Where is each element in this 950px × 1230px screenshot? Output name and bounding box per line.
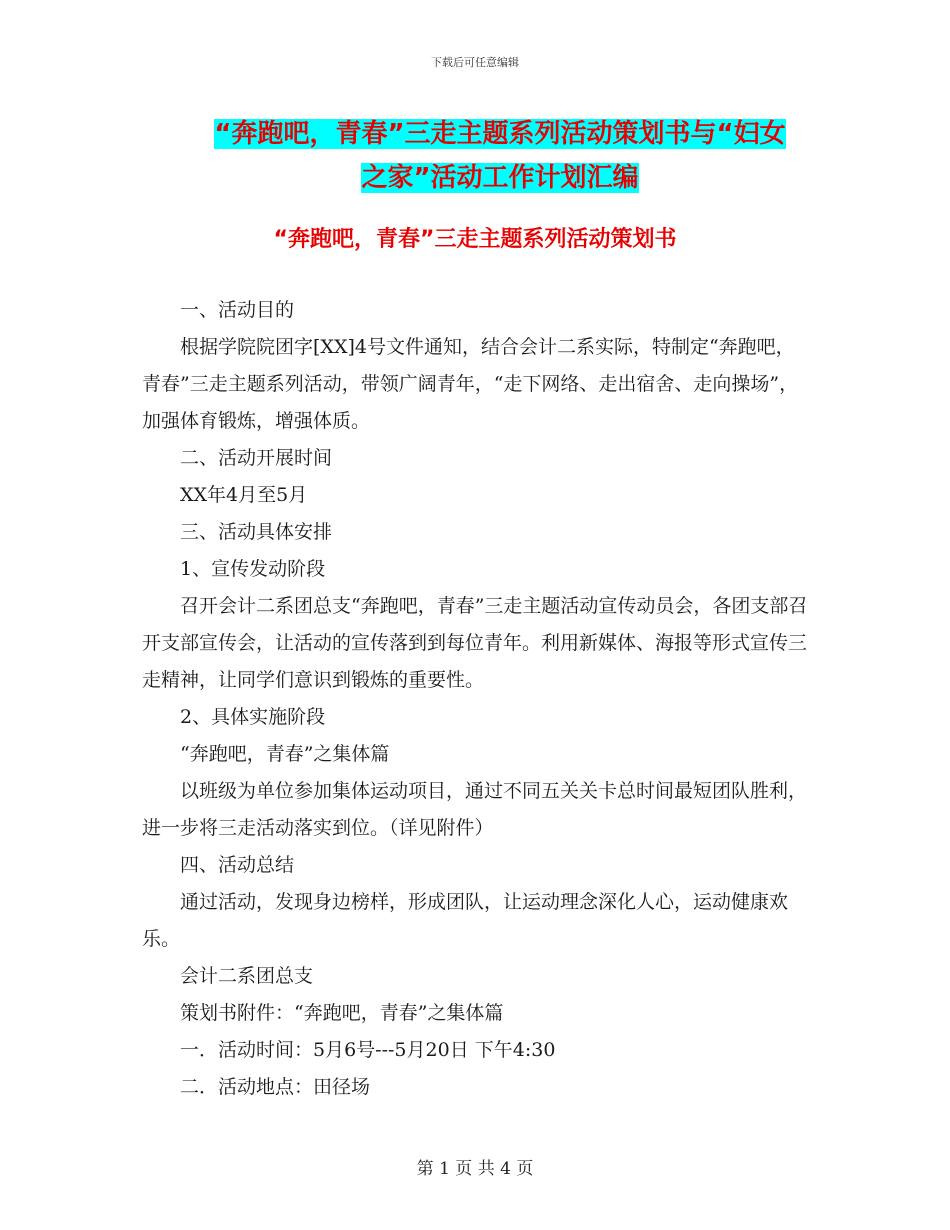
paragraph-attachment-location: 二．活动地点：田径场: [180, 1076, 371, 1098]
paragraph-purpose: 根据学院院团字[XX]4号文件通知，结合会计二系实际，特制定“奔跑吧，青春”三走主题系列活动，带领广阔青年，“走下网络、走出宿舍、走向操场”，加强体育锻炼，增强体质。: [142, 336, 799, 432]
document-title-line-1: “奔跑吧，青春”三走主题系列活动策划书与“妇女: [214, 119, 786, 149]
page-header-note: 下载后可任意编辑: [431, 56, 519, 69]
heading-activity-arrangement: 三、活动具体安排: [180, 521, 333, 543]
heading-activity-summary: 四、活动总结: [180, 854, 295, 876]
page-number: 第 1 页 共 4 页: [416, 1159, 534, 1179]
heading-activity-purpose: 一、活动目的: [180, 299, 295, 321]
paragraph-promotion: 召开会计二系团总支“奔跑吧，青春”三走主题活动宣传动员会，各团支部召开支部宣传会，让活动的宣传落到到每位青年。利用新媒体、海报等形式宣传三走精神，让同学们意识到锻炼的重要性。: [142, 595, 808, 691]
paragraph-collective: 以班级为单位参加集体运动项目，通过不同五关关卡总时间最短团队胜利，进一步将三走活动落实到位。（详见附件）: [142, 780, 808, 839]
paragraph-summary: 通过活动，发现身边榜样，形成团队，让运动理念深化人心，运动健康欢乐。: [142, 891, 789, 950]
paragraph-attachment-time: 一．活动时间：5月6号---5月20日 下午4:30: [180, 1039, 556, 1061]
section-title: “奔跑吧，青春”三走主题系列活动策划书: [273, 227, 677, 252]
paragraph-time: XX年4月至5月: [180, 484, 308, 506]
document-title: [150, 112, 850, 200]
heading-activity-time: 二、活动开展时间: [180, 447, 333, 469]
document-body: [142, 292, 812, 1106]
subheading-implementation-stage: 2、具体实施阶段: [180, 706, 326, 728]
document-title-line-2: 之家”活动工作计划汇编: [361, 163, 639, 193]
paragraph-organizer: 会计二系团总支: [180, 965, 314, 987]
paragraph-attachment-title: 策划书附件：“奔跑吧，青春”之集体篇: [180, 1002, 504, 1024]
paragraph-collective-title: “奔跑吧，青春”之集体篇: [180, 743, 390, 765]
subheading-promotion-stage: 1、宣传发动阶段: [180, 558, 326, 580]
